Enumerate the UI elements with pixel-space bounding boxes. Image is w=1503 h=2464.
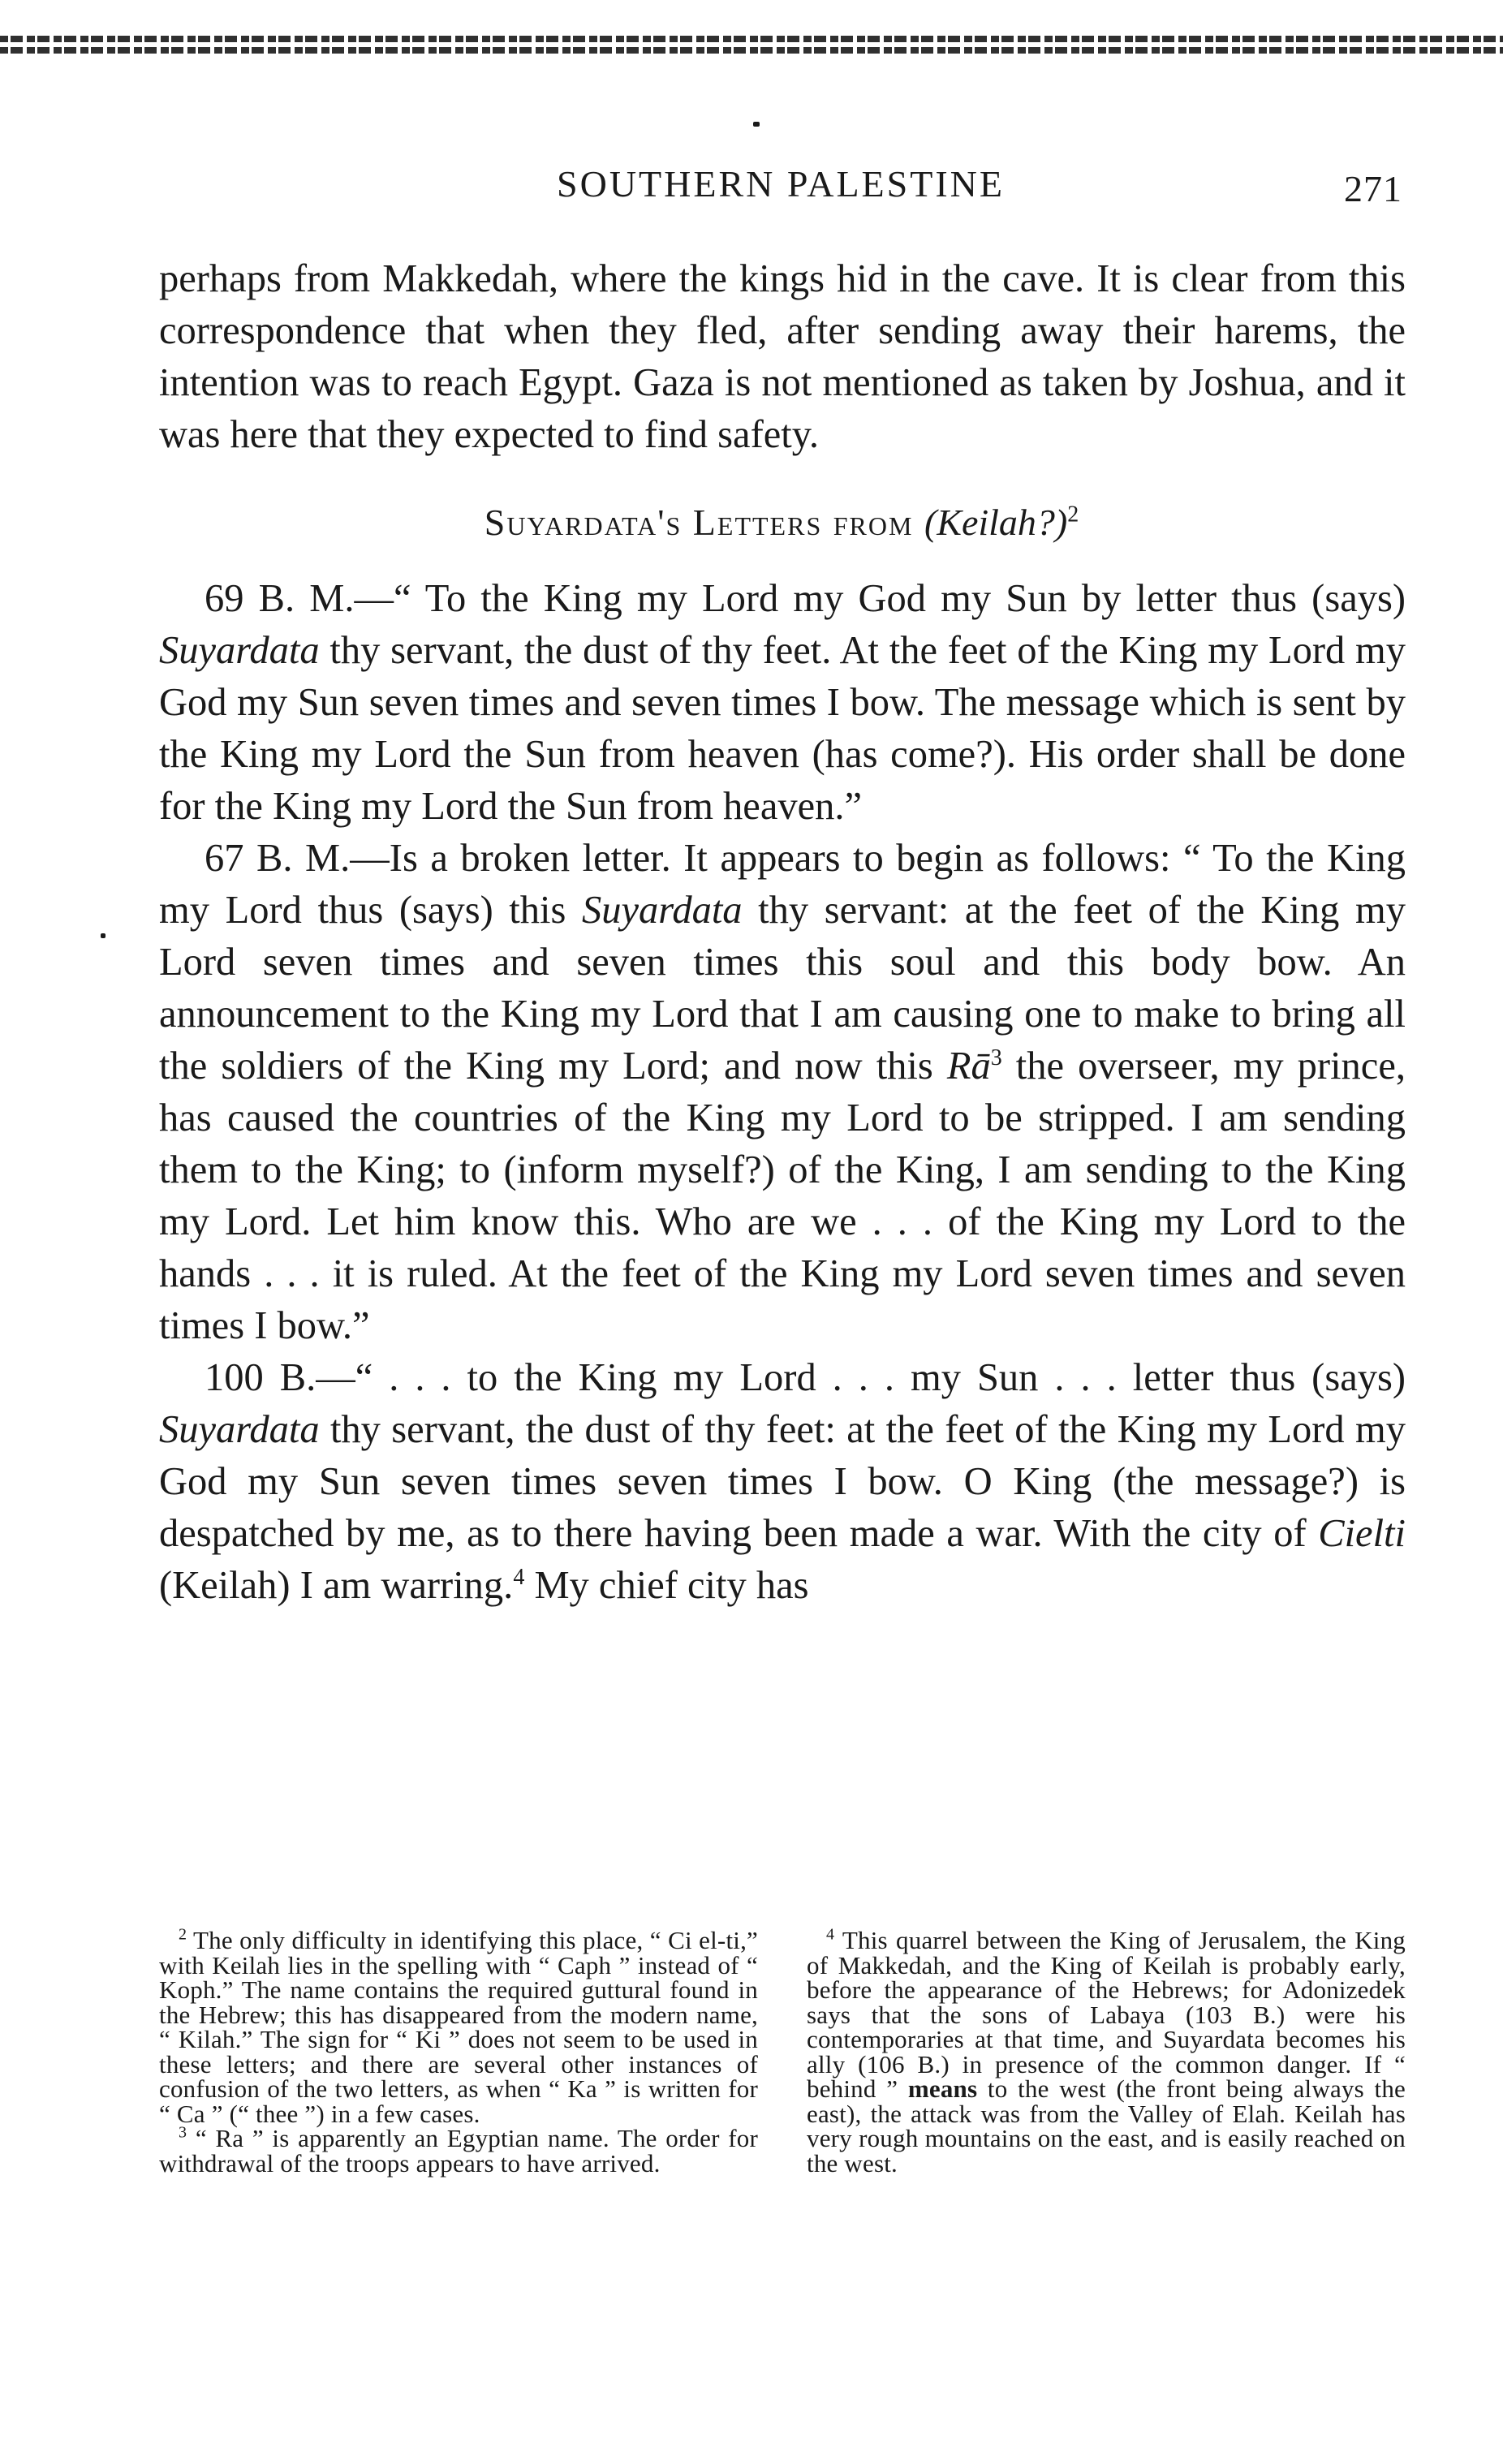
footnote-text: This quarrel between the King of Jerusalem, the King of Makkedah, and the King of Keilah is probably early, before the appearance of the Hebrews; for Adonizedek says that the sons of Labaya (103 B.) were his contemporaries at that time, and Suyardata becomes his ally (106 B.) in presence of the common danger. If “ behind ” <box>807 1926 1406 2103</box>
main-text <box>159 253 1406 1612</box>
letter-text: thy servant, the dust of thy feet. At the feet of the King my Lord my God my Sun seven times and seven times I bow. The message which is sent by the King my Lord the Sun from heaven (has come?). His order shall be done for the King my Lord the Sun from heaven.” <box>159 629 1406 828</box>
page-number: 271 <box>1344 168 1402 209</box>
letter-100 <box>159 1352 1406 1612</box>
footnote-number: 4 <box>826 1925 835 1944</box>
footnote-text: The only difficulty in identifying this place, “ Ci el-ti,” with Keilah lies in the spelling with “ Caph ” instead of “ Koph.” The name contains the required guttural found in the Hebrew; this has disappeared from the modern name, “ Kilah.” The sign for “ Ki ” does not seem to be used in these letters; and there are several other instances of confusion of the two letters, as when “ Ka ” is written for “ Ca ” (“ thee ”) in a few cases. <box>159 1926 758 2128</box>
letter-67 <box>159 833 1406 1352</box>
name-suyardata: Suyardata <box>159 629 320 672</box>
footnote-text: to the west (the front being always the east), the attack was from the Valley of Elah. Keilah has very rough mountains on the east, and is easily reached on the west. <box>807 2074 1406 2178</box>
name-ra: Rā <box>946 1045 991 1088</box>
footnote-number: 3 <box>179 2123 187 2142</box>
paragraph <box>159 253 1406 461</box>
section-heading <box>159 497 1406 549</box>
footnote-ref: 4 <box>513 1564 525 1590</box>
footnote-4 <box>807 1925 1406 2178</box>
running-head: SOUTHERN PALESTINE <box>557 163 1005 205</box>
letter-text: 67 B. M.—Is a broken letter. It appears to begin as follows: “ To the King my Lord thus (says) this <box>159 837 1406 932</box>
top-edge-scan-rule <box>0 36 1503 54</box>
footnotes <box>159 1925 1406 2178</box>
scan-speck <box>753 122 760 127</box>
letter-69 <box>159 573 1406 833</box>
footnote-number: 2 <box>179 1925 187 1944</box>
footnote-ref: 3 <box>990 1045 1002 1070</box>
heading-place: (Keilah?) <box>924 502 1068 543</box>
footnote-text: “ Ra ” is apparently an Egyptian name. The order for withdrawal of the troops appears to have arrived. <box>159 2124 758 2178</box>
scan-speck <box>101 933 106 938</box>
footnote-column-left <box>159 1925 758 2178</box>
footnote-column-right <box>807 1925 1406 2178</box>
footnote-2 <box>159 1925 758 2128</box>
city-cielti: Cielti <box>1318 1512 1406 1555</box>
letter-text: (Keilah) I am warring. <box>159 1564 514 1607</box>
letter-text: 100 B.—“ . . . to the King my Lord . . . my Sun . . . letter thus (says) <box>205 1356 1406 1399</box>
name-suyardata: Suyardata <box>159 1408 320 1451</box>
letter-text: the overseer, my prince, has caused the countries of the King my Lord to be stripped. I am sending them to the King; to (inform myself?) of the King, I am sending to the King my Lord. Let him know this. Who are we . . . of the King my Lord to the hands . . . it is ruled. At the feet of the King my Lord seven times and seven times I bow.” <box>159 1045 1406 1347</box>
footnote-ref: 2 <box>1067 502 1081 528</box>
paragraph-text: perhaps from Makkedah, where the kings hid in the cave. It is clear from this correspondence that when they fled, after sending away their harems, the intention was to reach Egypt. Gaza is not mentioned as taken by Joshua, and it was here that they expected to find safety. <box>159 257 1406 456</box>
letter-text: My chief city has <box>524 1564 809 1607</box>
letter-text: thy servant: at the feet of the King my Lord seven times and seven times this soul and this body bow. An announcement to the King my Lord that I am causing one to make to bring all the soldiers of the King my Lord; and now this <box>159 889 1406 1088</box>
letter-text: 69 B. M.—“ To the King my Lord my God my Sun by letter thus (says) <box>205 577 1406 620</box>
footnote-3 <box>159 2123 758 2178</box>
name-suyardata: Suyardata <box>581 889 743 932</box>
letter-text: thy servant, the dust of thy feet: at the feet of the King my Lord my God my Sun seven times seven times I bow. O King (the message?) is despatched by me, as to there having been made a war. With the city of <box>159 1408 1406 1555</box>
heading-text: Suyardata's Letters from <box>484 502 924 543</box>
footnote-emphasis: means <box>907 2074 978 2103</box>
page-header <box>159 162 1402 219</box>
